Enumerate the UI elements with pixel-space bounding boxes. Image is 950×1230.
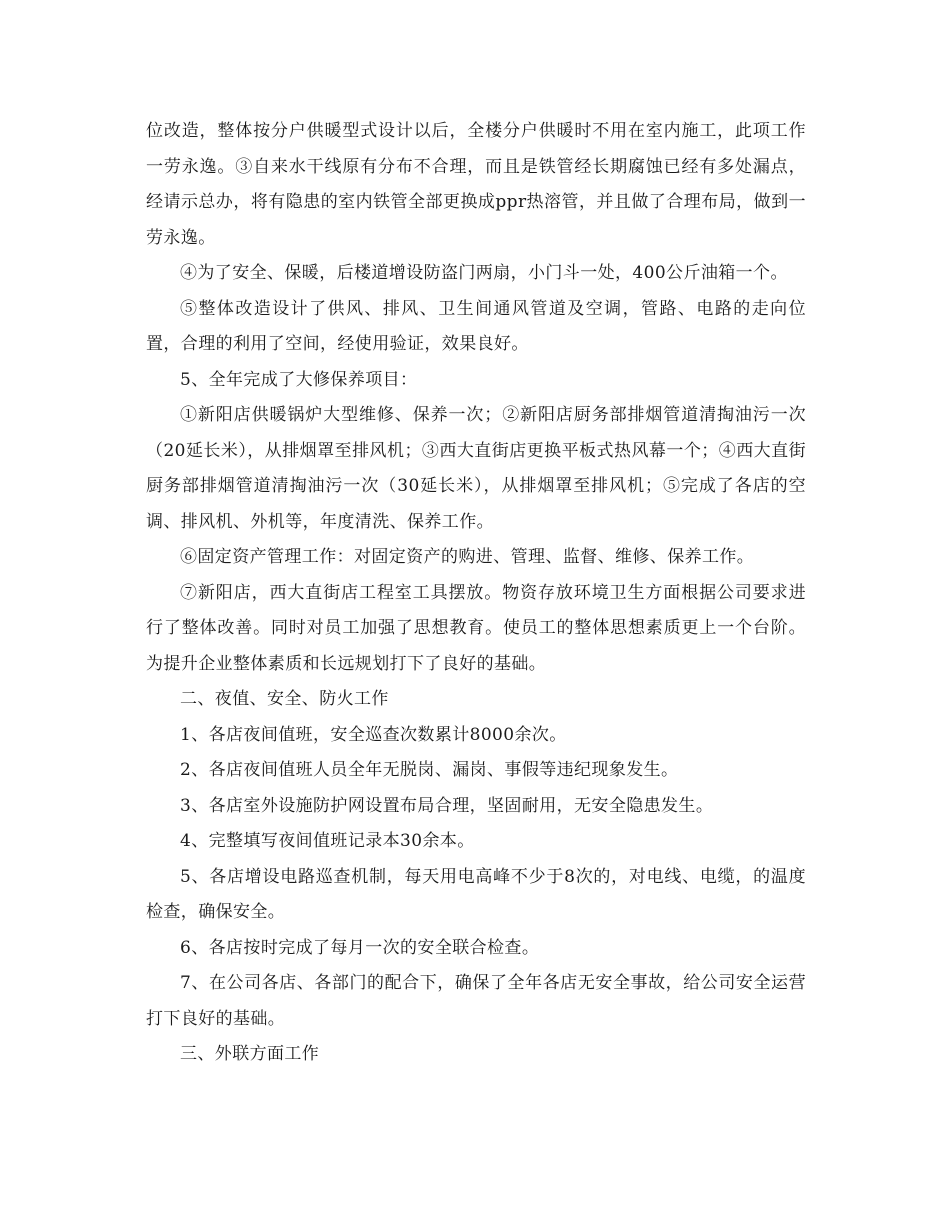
- paragraph-safety-6: 6、各店按时完成了每月一次的安全联合检查。: [180, 937, 540, 958]
- paragraph-safety-1: 1、各店夜间值班，安全巡查次数累计8000余次。: [180, 724, 567, 745]
- paragraph-maintenance-heading: 5、全年完成了大修保养项目：: [180, 369, 418, 390]
- paragraph-maintenance-list: ①新阳店供暖锅炉大型维修、保养一次；②新阳店厨务部排烟管道清掏油污一次（20延长米），从排烟罩至排风机；③西大直街店更换平板式热风幕一个；④西大直街厨务部排烟管道清掏油污一次（30延长米），从排烟罩至排风机；⑤完成了各店的空调、排风机、外机等，年度清洗、保养工作。: [146, 405, 806, 532]
- paragraph-item-5: ⑤整体改造设计了供风、排风、卫生间通风管道及空调，管路、电路的走向位置，合理的利用了空间，经使用验证，效果良好。: [146, 298, 806, 354]
- document-body: [146, 114, 806, 1073]
- paragraph-safety-7: 7、在公司各店、各部门的配合下，确保了全年各店无安全事故，给公司安全运营打下良好的基础。: [146, 973, 806, 1029]
- paragraph-item-6: ⑥固定资产管理工作：对固定资产的购进、管理、监督、维修、保养工作。: [180, 547, 755, 567]
- paragraph-safety-2: 2、各店夜间值班人员全年无脱岗、漏岗、事假等违纪现象发生。: [180, 760, 679, 780]
- paragraph-safety-5: 5、各店增设电路巡查机制，每天用电高峰不少于8次的，对电线、电缆，的温度检查，确保安全。: [146, 866, 806, 922]
- section-heading-night-safety: 二、夜值、安全、防火工作: [180, 689, 389, 709]
- paragraph-renovation-continued: 位改造，整体按分户供暖型式设计以后，全楼分户供暖时不用在室内施工，此项工作一劳永逸。③自来水干线原有分布不合理，而且是铁管经长期腐蚀已经有多处漏点，经请示总办，将有隐患的室内铁管全部更换成ppr热溶管，并且做了合理布局，做到一劳永逸。: [146, 121, 806, 248]
- paragraph-safety-3: 3、各店室外设施防护网设置布局合理，坚固耐用，无安全隐患发生。: [180, 795, 714, 816]
- paragraph-item-4: ④为了安全、保暖，后楼道增设防盗门两扇，小门斗一处，400公斤油箱一个。: [180, 263, 788, 283]
- paragraph-safety-4: 4、完整填写夜间值班记录本30余本。: [180, 831, 475, 851]
- section-heading-external-relations: 三、外联方面工作: [180, 1044, 320, 1064]
- paragraph-item-7: ⑦新阳店，西大直街店工程室工具摆放。物资存放环境卫生方面根据公司要求进行了整体改善。同时对员工加强了思想教育。使员工的整体思想素质更上一个台阶。为提升企业整体素质和长远规划打下了良好的基础。: [146, 582, 806, 674]
